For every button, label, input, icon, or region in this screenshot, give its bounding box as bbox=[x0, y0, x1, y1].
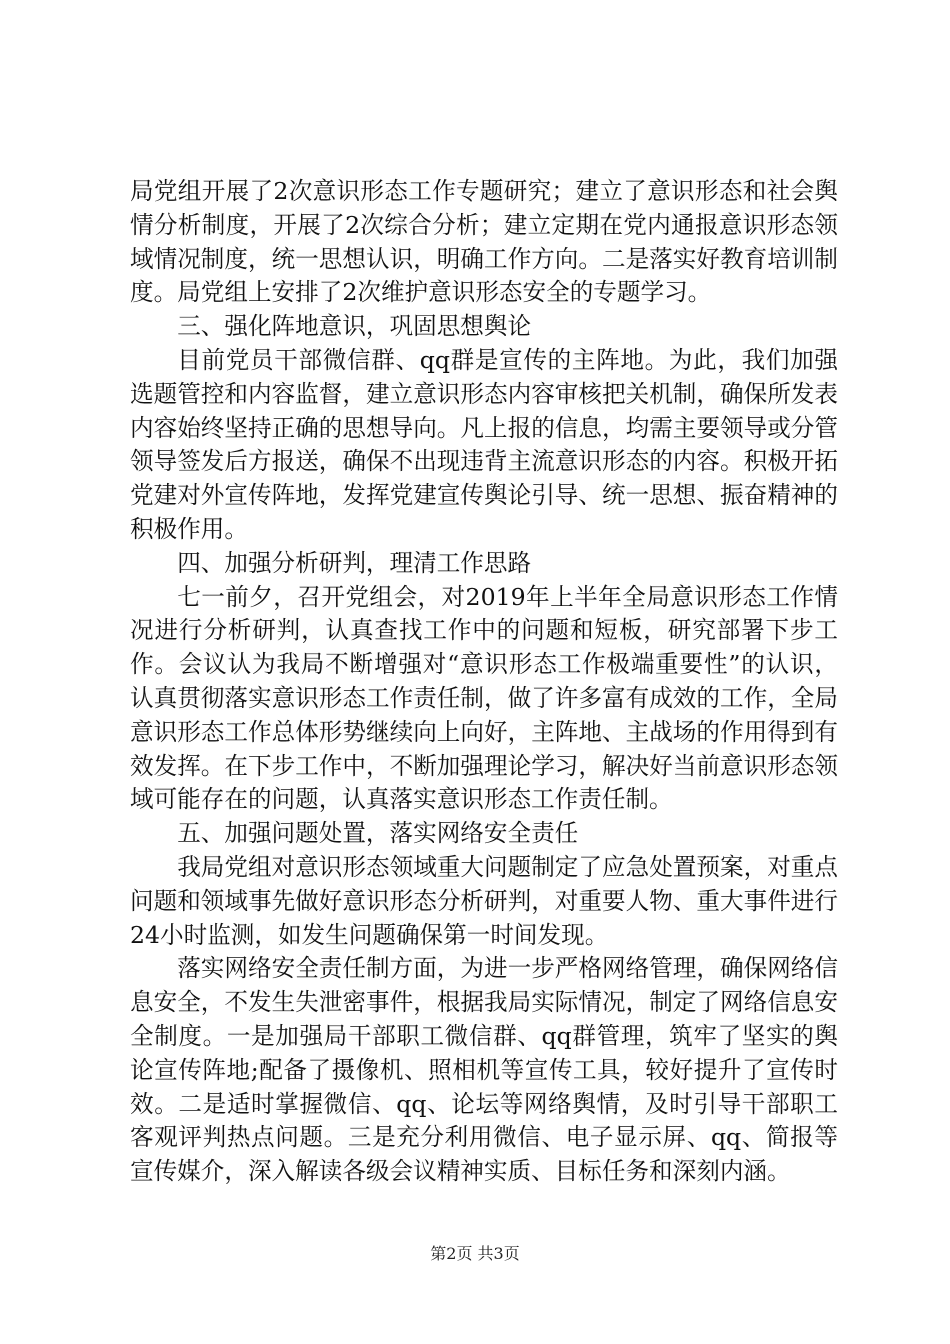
page-footer bbox=[0, 1241, 950, 1264]
paragraph-continuation: 局党组开展了2次意识形态工作专题研究；建立了意识形态和社会舆情分析制度，开展了2次综合分析；建立定期在党内通报意识形态领域情况制度，统一思想认识，明确工作方向。二是落实好教育培训制度。局党组上安排了2次维护意识形态安全的专题学习。 bbox=[130, 177, 838, 307]
section-heading-4: 四、加强分析研判，理清工作思路 bbox=[177, 548, 532, 577]
section-heading-5: 五、加强问题处置，落实网络安全责任 bbox=[177, 819, 579, 848]
paragraph-section-3: 目前党员干部微信群、qq群是宣传的主阵地。为此，我们加强选题管控和内容监督，建立意识形态内容审核把关机制，确保所发表内容始终坚持正确的思想导向。凡上报的信息，均需主要领导或分管领导签发后方报送，确保不出现违背主流意识形态的内容。积极开拓党建对外宣传阵地，发挥党建宣传舆论引导、统一思想、振奋精神的积极作用。 bbox=[130, 345, 838, 543]
paragraph-section-5-b: 落实网络安全责任制方面，为进一步严格网络管理，确保网络信息安全，不发生失泄密事件，根据我局实际情况，制定了网络信息安全制度。一是加强局干部职工微信群、qq群管理，筑牢了坚实的舆论宣传阵地;配备了摄像机、照相机等宣传工具，较好提升了宣传时效。二是适时掌握微信、qq、论坛等网络舆情，及时引导干部职工客观评判热点问题。三是充分利用微信、电子显示屏、qq、简报等宣传媒介，深入解读各级会议精神实质、目标任务和深刻内涵。 bbox=[130, 954, 838, 1186]
paragraph-section-5-a: 我局党组对意识形态领域重大问题制定了应急处置预案，对重点问题和领域事先做好意识形态分析研判，对重要人物、重大事件进行24小时监测，如发生问题确保第一时间发现。 bbox=[130, 852, 838, 949]
paragraph-section-4: 七一前夕，召开党组会，对2019年上半年全局意识形态工作情况进行分析研判，认真查找工作中的问题和短板，研究部署下步工作。会议认为我局不断增强对“意识形态工作极端重要性”的认识，认真贯彻落实意识形态工作责任制，做了许多富有成效的工作，全局意识形态工作总体形势继续向上向好，主阵地、主战场的作用得到有效发挥。在下步工作中，不断加强理论学习，解决好当前意识形态领域可能存在的问题，认真落实意识形态工作责任制。 bbox=[130, 582, 838, 814]
section-heading-3: 三、强化阵地意识，巩固思想舆论 bbox=[177, 312, 532, 341]
page-number-label: 第2页 共3页 bbox=[430, 1244, 520, 1263]
document-body bbox=[130, 175, 838, 1189]
